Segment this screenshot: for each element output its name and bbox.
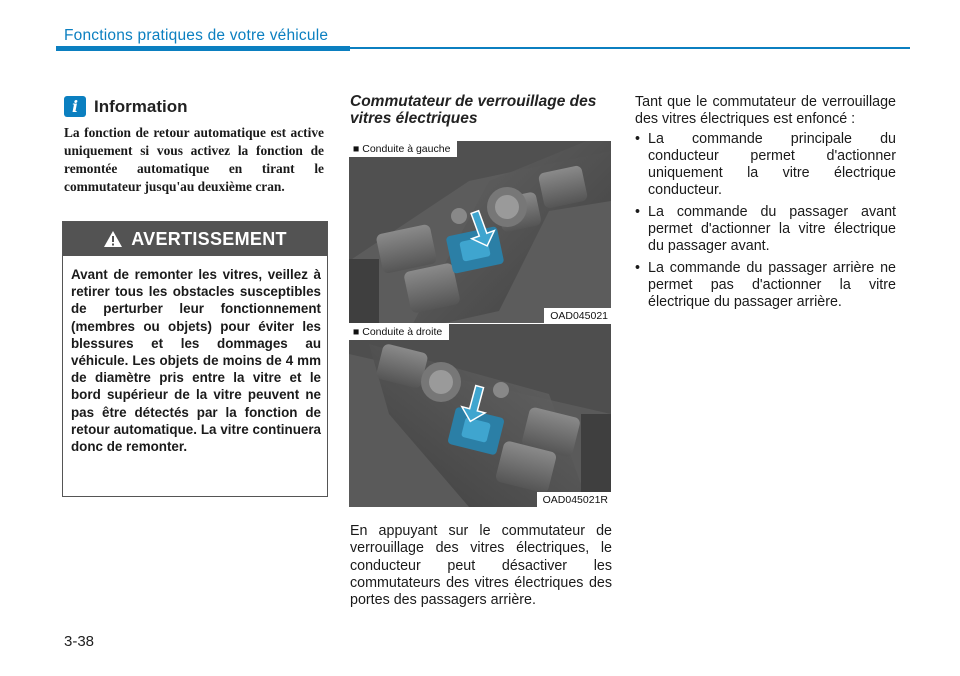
bullet: •: [635, 130, 641, 147]
warning-header: [63, 222, 327, 256]
lock-effects-column: [635, 94, 896, 316]
page-number: 3-38: [64, 633, 95, 650]
figure-caption-lhd: ■ Conduite à gauche: [349, 141, 457, 157]
list-item-text: La commande principale du conducteur permet d'actionner uniquement la vitre électrique conducteur.: [648, 130, 896, 199]
section-header-title: Fonctions pratiques de votre véhicule: [64, 27, 329, 44]
list-item: [635, 131, 896, 200]
warning-box: [62, 221, 328, 497]
lock-switch-figure-rhd: [349, 324, 611, 507]
lock-switch-figure-lhd: [349, 141, 611, 323]
lock-effects-intro: Tant que le commutateur de verrouillage des vitres électriques est enfoncé :: [635, 94, 896, 128]
info-heading: [64, 96, 188, 117]
figure-code-rhd: OAD045021R: [537, 492, 611, 507]
list-item: [635, 260, 896, 312]
header-accent-bar: [56, 46, 350, 51]
list-item-text: La commande du passager arrière ne permet pas d'actionner la vitre électrique du passager arrière.: [648, 259, 896, 311]
info-icon: i: [64, 96, 86, 117]
info-text: La fonction de retour automatique est active uniquement si vous activez la fonction de remontée automatique en tirant le commutateur jusqu'au deuxième cran.: [64, 125, 324, 194]
section-paragraph: En appuyant sur le commutateur de verrouillage des vitres électriques, le conducteur peut désactiver les commutateurs des vitres électriques des portes des passagers arrière.: [350, 523, 612, 609]
door-switch-panel-illustration: [349, 141, 611, 323]
bullet: •: [635, 203, 641, 220]
figure-code-lhd: OAD045021: [544, 308, 611, 323]
header-rule: [350, 47, 910, 49]
section-title: Commutateur de verrouillage des vitres électriques: [350, 93, 597, 127]
info-title: Information: [94, 96, 188, 116]
lock-effects-list: [635, 131, 896, 312]
bullet: •: [635, 259, 641, 276]
list-item: [635, 204, 896, 256]
warning-title: AVERTISSEMENT: [131, 228, 287, 249]
warning-text: Avant de remonter les vitres, veillez à retirer tous les obstacles susceptibles de perturber leur fonctionnement (membres ou objets) pour éviter les blessures et les dommages au véhicule. Les objets de moins de 4 mm de diamètre pris entre la vitre et le bord supérieur de la vitre peuvent ne pas être détectés par la fonction de retour automatique. La vitre continuera donc de remonter.: [71, 267, 321, 455]
warning-triangle-icon: [103, 230, 123, 248]
list-item-text: La commande du passager avant permet d'actionner la vitre électrique du passager avant.: [648, 203, 896, 255]
figure-caption-rhd: ■ Conduite à droite: [349, 324, 449, 340]
door-switch-panel-illustration-rhd: [349, 324, 611, 507]
